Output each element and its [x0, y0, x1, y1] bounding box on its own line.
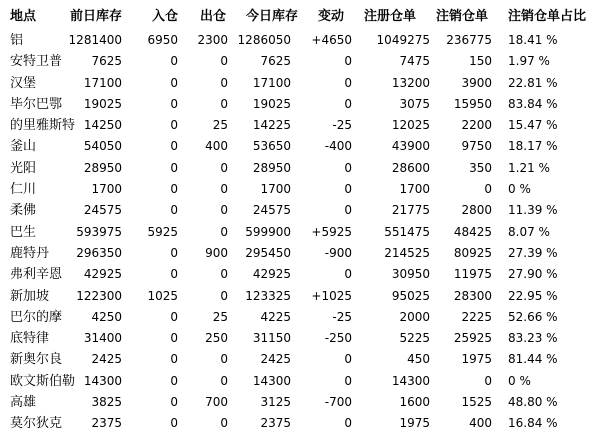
- cell-location: 柔佛: [10, 203, 37, 219]
- cell-cancelled: 15950: [453, 96, 492, 111]
- cell-location: 的里雅斯特: [10, 118, 76, 134]
- cell-registered: 2000: [399, 309, 430, 324]
- cell-cancelled: 9750: [461, 139, 492, 154]
- cell-out: 400: [205, 139, 228, 154]
- cell-cancelled: 11975: [453, 267, 492, 282]
- cell-prev-stock: 14300: [83, 373, 122, 388]
- cell-cancelled: 150: [469, 54, 492, 69]
- cell-location: 汉堡: [10, 75, 37, 91]
- cell-location: 釜山: [10, 139, 37, 155]
- cell-change: +4650: [311, 33, 352, 47]
- cell-out: 25: [212, 309, 228, 324]
- cell-today-stock: 31150: [252, 331, 291, 346]
- cell-change: -25: [332, 309, 352, 324]
- cell-cancelled: 2200: [461, 118, 492, 133]
- cell-location: 高雄: [10, 395, 37, 411]
- cell-today-stock: 24575: [252, 203, 291, 218]
- cell-today-stock: 1700: [260, 182, 291, 197]
- cell-in: 5925: [147, 224, 178, 239]
- cell-change: 0: [344, 54, 352, 69]
- cell-registered: 21775: [391, 203, 430, 218]
- cell-prev-stock: 14250: [83, 118, 122, 133]
- table-row: [0, 200, 606, 221]
- cell-in: 0: [170, 373, 178, 388]
- header-registered: 注册仓单: [364, 9, 417, 24]
- cell-in: 6950: [147, 33, 178, 47]
- cell-prev-stock: 1281400: [68, 33, 122, 47]
- cell-in: 0: [170, 96, 178, 111]
- cell-change: -400: [324, 139, 352, 154]
- cell-prev-stock: 28950: [83, 160, 122, 175]
- cell-change: 0: [344, 267, 352, 282]
- header-today-stock: 今日库存: [246, 9, 299, 24]
- cell-cancelled-ratio: 16.84 %: [508, 416, 558, 431]
- inventory-table: [0, 4, 606, 435]
- cell-cancelled: 2225: [461, 309, 492, 324]
- cell-today-stock: 4225: [260, 309, 291, 324]
- cell-prev-stock: 122300: [76, 288, 122, 303]
- cell-change: -25: [332, 118, 352, 133]
- cell-registered: 7475: [399, 54, 430, 69]
- cell-out: 2300: [197, 33, 228, 47]
- cell-registered: 214525: [384, 245, 430, 260]
- cell-location: 莫尔狄克: [10, 416, 63, 432]
- table-row: [0, 30, 606, 51]
- cell-cancelled-ratio: 27.90 %: [508, 267, 558, 282]
- cell-registered: 3075: [399, 96, 430, 111]
- table-row: [0, 115, 606, 136]
- table-row: [0, 413, 606, 434]
- cell-change: 0: [344, 160, 352, 175]
- cell-today-stock: 53650: [252, 139, 291, 154]
- cell-registered: 30950: [391, 267, 430, 282]
- header-cancelled: 注销仓单: [436, 9, 489, 24]
- cell-cancelled-ratio: 18.17 %: [508, 139, 558, 154]
- cell-prev-stock: 19025: [83, 96, 122, 111]
- cell-cancelled-ratio: 22.81 %: [508, 75, 558, 90]
- cell-location: 新加坡: [10, 288, 50, 304]
- cell-cancelled: 25925: [453, 331, 492, 346]
- cell-cancelled: 0: [484, 182, 492, 197]
- cell-prev-stock: 4250: [91, 309, 122, 324]
- cell-change: 0: [344, 416, 352, 431]
- cell-registered: 5225: [399, 331, 430, 346]
- cell-registered: 450: [407, 352, 430, 367]
- cell-out: 0: [220, 267, 228, 282]
- cell-location: 毕尔巴鄂: [10, 96, 63, 112]
- cell-today-stock: 599900: [245, 224, 291, 239]
- cell-in: 0: [170, 331, 178, 346]
- cell-prev-stock: 1700: [91, 182, 122, 197]
- table-row: [0, 73, 606, 94]
- cell-change: 0: [344, 96, 352, 111]
- table-header-row: [0, 4, 606, 30]
- cell-in: 0: [170, 75, 178, 90]
- cell-today-stock: 7625: [260, 54, 291, 69]
- cell-out: 0: [220, 224, 228, 239]
- cell-prev-stock: 42925: [83, 267, 122, 282]
- cell-out: 0: [220, 182, 228, 197]
- cell-registered: 1049275: [376, 33, 430, 47]
- cell-registered: 95025: [391, 288, 430, 303]
- cell-location: 新奥尔良: [10, 352, 63, 368]
- header-prev-stock: 前日库存: [70, 9, 123, 24]
- cell-change: +1025: [311, 288, 352, 303]
- cell-out: 0: [220, 203, 228, 218]
- table-row: [0, 179, 606, 200]
- cell-in: 0: [170, 182, 178, 197]
- cell-out: 0: [220, 416, 228, 431]
- cell-cancelled: 3900: [461, 75, 492, 90]
- cell-in: 0: [170, 160, 178, 175]
- cell-registered: 1600: [399, 395, 430, 410]
- cell-cancelled: 236775: [446, 33, 492, 47]
- cell-cancelled-ratio: 18.41 %: [508, 33, 558, 47]
- cell-in: 0: [170, 54, 178, 69]
- cell-in: 0: [170, 245, 178, 260]
- cell-location: 安特卫普: [10, 54, 63, 70]
- table-row: [0, 243, 606, 264]
- cell-cancelled-ratio: 1.21 %: [508, 160, 550, 175]
- cell-out: 900: [205, 245, 228, 260]
- cell-cancelled-ratio: 81.44 %: [508, 352, 558, 367]
- cell-location: 鹿特丹: [10, 245, 50, 261]
- cell-registered: 14300: [391, 373, 430, 388]
- cell-cancelled-ratio: 22.95 %: [508, 288, 558, 303]
- cell-location: 铝: [10, 33, 24, 48]
- table-row: [0, 222, 606, 243]
- cell-registered: 13200: [391, 75, 430, 90]
- table-row: [0, 371, 606, 392]
- cell-today-stock: 2375: [260, 416, 291, 431]
- table-row: [0, 94, 606, 115]
- header-change: 变动: [318, 9, 345, 24]
- cell-location: 底特律: [10, 331, 50, 347]
- cell-out: 0: [220, 54, 228, 69]
- cell-change: 0: [344, 203, 352, 218]
- cell-location: 巴尔的摩: [10, 309, 63, 325]
- cell-today-stock: 14225: [252, 118, 291, 133]
- cell-location: 欧文斯伯勒: [10, 373, 76, 389]
- cell-registered: 28600: [391, 160, 430, 175]
- cell-today-stock: 19025: [252, 96, 291, 111]
- cell-location: 巴生: [10, 224, 37, 240]
- cell-in: 0: [170, 395, 178, 410]
- cell-out: 250: [205, 331, 228, 346]
- cell-in: 0: [170, 118, 178, 133]
- cell-in: 1025: [147, 288, 178, 303]
- cell-change: 0: [344, 75, 352, 90]
- cell-today-stock: 3125: [260, 395, 291, 410]
- cell-out: 0: [220, 373, 228, 388]
- cell-today-stock: 1286050: [237, 33, 291, 47]
- cell-prev-stock: 2375: [91, 416, 122, 431]
- cell-cancelled: 80925: [453, 245, 492, 260]
- cell-prev-stock: 17100: [83, 75, 122, 90]
- cell-in: 0: [170, 267, 178, 282]
- cell-out: 0: [220, 352, 228, 367]
- cell-in: 0: [170, 416, 178, 431]
- cell-prev-stock: 54050: [83, 139, 122, 154]
- cell-cancelled-ratio: 15.47 %: [508, 118, 558, 133]
- cell-cancelled: 400: [469, 416, 492, 431]
- cell-cancelled-ratio: 11.39 %: [508, 203, 558, 218]
- cell-cancelled-ratio: 48.80 %: [508, 395, 558, 410]
- cell-cancelled-ratio: 8.07 %: [508, 224, 550, 239]
- cell-in: 0: [170, 139, 178, 154]
- table-row: [0, 51, 606, 72]
- header-out: 出仓: [200, 9, 227, 24]
- cell-cancelled-ratio: 83.84 %: [508, 96, 558, 111]
- cell-change: 0: [344, 352, 352, 367]
- cell-registered: 1700: [399, 182, 430, 197]
- cell-out: 700: [205, 395, 228, 410]
- cell-out: 0: [220, 160, 228, 175]
- cell-today-stock: 2425: [260, 352, 291, 367]
- cell-location: 弗利辛恩: [10, 267, 63, 283]
- cell-today-stock: 123325: [245, 288, 291, 303]
- cell-change: -900: [324, 245, 352, 260]
- cell-in: 0: [170, 203, 178, 218]
- cell-cancelled: 48425: [453, 224, 492, 239]
- cell-cancelled-ratio: 27.39 %: [508, 245, 558, 260]
- cell-change: -700: [324, 395, 352, 410]
- table-row: [0, 136, 606, 157]
- table-row: [0, 392, 606, 413]
- cell-in: 0: [170, 309, 178, 324]
- cell-today-stock: 42925: [252, 267, 291, 282]
- cell-cancelled-ratio: 0 %: [508, 182, 531, 197]
- cell-out: 25: [212, 118, 228, 133]
- cell-change: -250: [324, 331, 352, 346]
- table-row: [0, 286, 606, 307]
- cell-prev-stock: 31400: [83, 331, 122, 346]
- cell-cancelled-ratio: 0 %: [508, 373, 531, 388]
- cell-cancelled: 28300: [453, 288, 492, 303]
- cell-today-stock: 295450: [245, 245, 291, 260]
- cell-registered: 551475: [384, 224, 430, 239]
- cell-location: 光阳: [10, 160, 37, 176]
- cell-out: 0: [220, 75, 228, 90]
- table-row: [0, 264, 606, 285]
- cell-out: 0: [220, 288, 228, 303]
- table-row: [0, 158, 606, 179]
- cell-out: 0: [220, 96, 228, 111]
- header-location: 地点: [10, 9, 37, 24]
- cell-prev-stock: 296350: [76, 245, 122, 260]
- cell-registered: 12025: [391, 118, 430, 133]
- cell-prev-stock: 24575: [83, 203, 122, 218]
- cell-cancelled: 0: [484, 373, 492, 388]
- cell-today-stock: 28950: [252, 160, 291, 175]
- cell-cancelled: 1975: [461, 352, 492, 367]
- cell-prev-stock: 3825: [91, 395, 122, 410]
- header-cancelled-ratio: 注销仓单占比: [508, 9, 587, 24]
- table-row: [0, 307, 606, 328]
- cell-today-stock: 17100: [252, 75, 291, 90]
- cell-cancelled-ratio: 83.23 %: [508, 331, 558, 346]
- cell-prev-stock: 593975: [76, 224, 122, 239]
- cell-cancelled: 350: [469, 160, 492, 175]
- cell-cancelled-ratio: 1.97 %: [508, 54, 550, 69]
- cell-change: 0: [344, 373, 352, 388]
- cell-today-stock: 14300: [252, 373, 291, 388]
- cell-change: +5925: [311, 224, 352, 239]
- cell-registered: 1975: [399, 416, 430, 431]
- header-in: 入仓: [152, 9, 179, 24]
- cell-change: 0: [344, 182, 352, 197]
- cell-prev-stock: 7625: [91, 54, 122, 69]
- cell-registered: 43900: [391, 139, 430, 154]
- cell-cancelled: 1525: [461, 395, 492, 410]
- table-row: [0, 328, 606, 349]
- cell-cancelled-ratio: 52.66 %: [508, 309, 558, 324]
- cell-in: 0: [170, 352, 178, 367]
- cell-location: 仁川: [10, 182, 37, 198]
- table-row: [0, 349, 606, 370]
- cell-cancelled: 2800: [461, 203, 492, 218]
- cell-prev-stock: 2425: [91, 352, 122, 367]
